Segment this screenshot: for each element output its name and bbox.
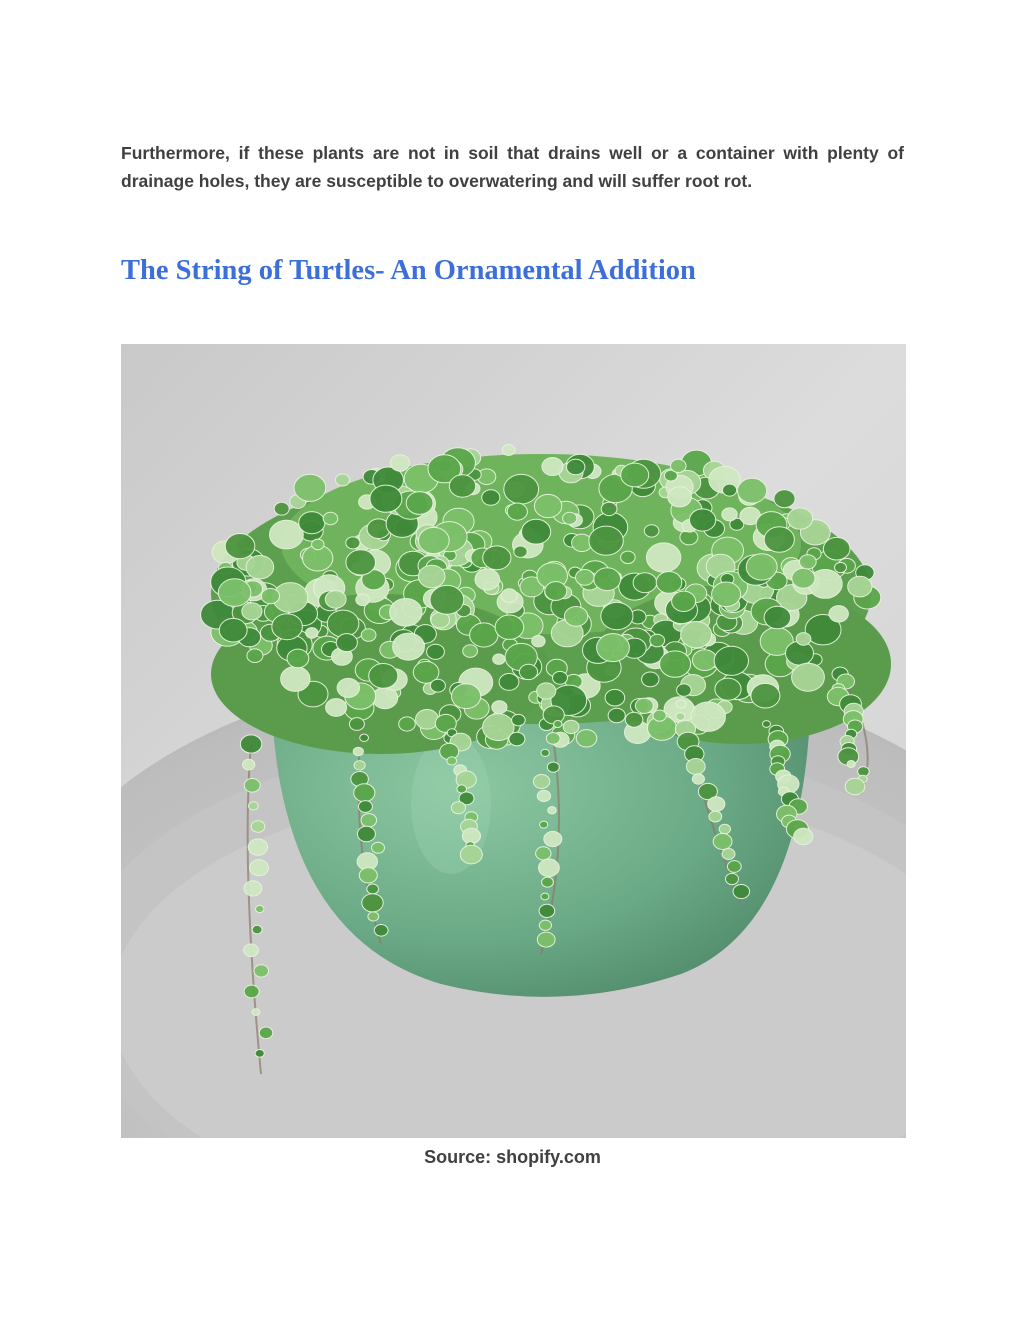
plant-photo-illustration [121, 344, 906, 1138]
image-caption: Source: shopify.com [424, 1147, 601, 1167]
body-paragraph: Furthermore, if these plants are not in soil that drains well or a container with plenty of drainage holes, they are susceptible to overwatering and will suffer root rot. [121, 143, 904, 191]
plant-photo [121, 344, 906, 1138]
section-heading: The String of Turtles- An Ornamental Addition [121, 255, 696, 286]
